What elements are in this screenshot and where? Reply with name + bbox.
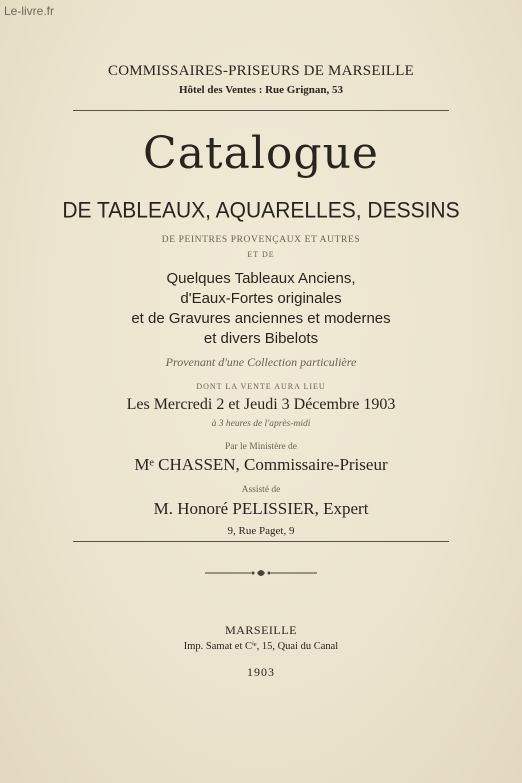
item-line: et de Gravures anciennes et modernes <box>131 310 391 327</box>
sale-dates: Les Mercredi 2 et Jeudi 3 Décembre 1903 <box>126 396 396 413</box>
watermark: Le-livre.fr <box>4 4 55 18</box>
ornament-fleuron-icon <box>201 566 321 580</box>
painters-line: DE PEINTRES PROVENÇAUX ET AUTRES <box>161 235 361 245</box>
catalogue-subtitle: DE TABLEAUX, AQUARELLES, DESSINS <box>62 198 460 223</box>
imprint-printer: Imp. Samat et Cⁱᵉ, 15, Quai du Canal <box>183 641 339 652</box>
header-address: Hôtel des Ventes : Rue Grignan, 53 <box>178 84 344 96</box>
provenance-line: Provenant d'une Collection particulière <box>165 355 357 369</box>
catalogue-title: Catalogue <box>143 128 379 179</box>
auctioneer-intro: Par le Ministère de <box>224 442 298 452</box>
header-auctioneers: COMMISSAIRES-PRISEURS DE MARSEILLE <box>107 63 414 79</box>
top-rule <box>73 110 449 111</box>
expert-name: M. Honoré PELISSIER, Expert <box>153 499 369 518</box>
sale-intro: DONT LA VENTE AURA LIEU <box>196 382 326 391</box>
imprint-city: MARSEILLE <box>225 623 297 637</box>
expert-address: 9, Rue Paget, 9 <box>227 525 295 537</box>
item-line: d'Eaux-Fortes originales <box>180 290 342 307</box>
item-line: et divers Bibelots <box>203 330 319 347</box>
bottom-rule <box>73 541 449 542</box>
item-line: Quelques Tableaux Anciens, <box>166 270 356 287</box>
et-de-line: ET DE <box>247 250 275 259</box>
auctioneer-name: Mᵉ CHASSEN, Commissaire-Priseur <box>134 455 388 474</box>
imprint-year: 1903 <box>247 665 275 679</box>
expert-intro: Assisté de <box>241 485 281 495</box>
sale-time: à 3 heures de l'après-midi <box>211 419 311 429</box>
